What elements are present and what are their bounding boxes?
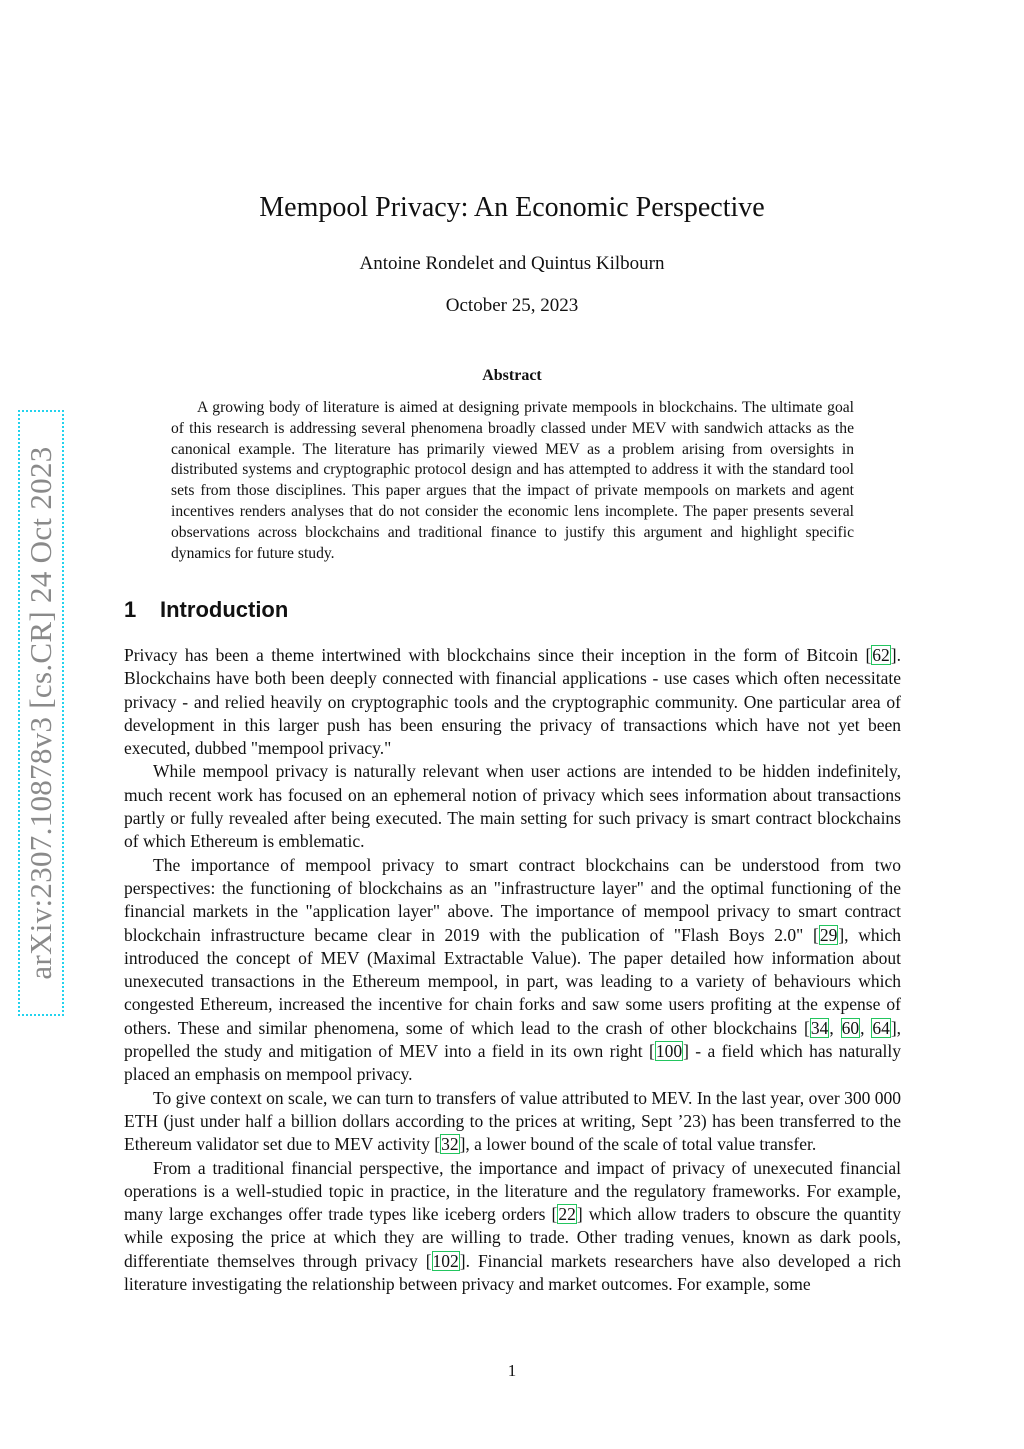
paper-authors: Antoine Rondelet and Quintus Kilbourn [359,253,665,274]
body-paragraph [124,1087,901,1157]
body-paragraph [124,644,901,760]
citation-link[interactable]: 34 [810,1017,829,1038]
page-number: 1 [507,1361,517,1380]
citation-link[interactable]: 100 [655,1041,683,1062]
citation-link[interactable]: 64 [872,1017,890,1038]
citation-link[interactable]: 22 [558,1204,576,1225]
paragraph-text: Privacy has been a theme intertwined with blockchains since their inception in the form of Bitcoin [ [124,645,872,665]
citation-link[interactable]: 32 [441,1134,459,1155]
paper-title: Mempool Privacy: An Economic Perspective [259,192,765,223]
paragraph-text: From a traditional financial perspective, the importance and impact of privacy of unexecuted financial operations is a well-studied topic in practice, in the literature and the regulatory frameworks. For example, many large exchanges offer trade types like iceberg orders [ [124,1157,901,1225]
section-heading [124,597,288,623]
abstract-heading: Abstract [482,367,542,384]
citation-link[interactable]: 102 [432,1250,459,1271]
paragraph-text: ], a lower bound of the scale of total value transfer. [459,1134,817,1155]
paragraph-text: ] which allow traders to obscure the quantity while exposing the price at which they are willing to trade. Other trading venues, known as dark pools, differentiate themselves through privacy [ [124,1204,901,1271]
citation-link[interactable]: 29 [819,924,838,945]
paragraph-text: ]. Blockchains have both been deeply connected with financial applications - use cases which often necessitate privacy - and relied heavily on cryptographic tools and the cryptographic community. One particular area of development in this larger push has been ensuring the privacy of transactions which have not yet been executed, dubbed "mempool privacy." [124,645,901,759]
arxiv-identifier-stamp[interactable] [18,410,64,1016]
section-number: 1 [124,597,137,622]
citation-link[interactable]: 62 [872,645,890,665]
paragraph-text: , [829,1017,841,1038]
citation-link[interactable]: 60 [841,1017,860,1038]
body-paragraph [124,760,901,853]
arxiv-identifier-text[interactable]: arXiv:2307.10878v3 [cs.CR] 24 Oct 2023 [23,446,58,980]
body-paragraph [124,1157,901,1297]
paragraph-text: ] - a field which has naturally placed an emphasis on mempool privacy. [124,1041,901,1085]
body-paragraph [124,854,901,1087]
paragraph-text: ]. Financial markets researchers have also developed a rich literature investigating the relationship between privacy and market outcomes. For example, some [124,1250,901,1295]
introduction-body [124,644,901,1296]
paragraph-text: While mempool privacy is naturally relevant when user actions are intended to be hidden indefinitely, much recent work has focused on an ephemeral notion of privacy which sees information about transactions partly or fully revealed after being executed. The main setting for such privacy is smart contract blockchains of which Ethereum is emblematic. [124,761,901,852]
paragraph-text: ], propelled the study and mitigation of MEV into a field in its own right [ [124,1017,902,1062]
paragraph-text: ], which introduced the concept of MEV (Maximal Extractable Value). The paper detailed how information about unexecuted transactions in the Ethereum mempool, in part, was leading to a variety of behaviours which congested Ethereum, increased the incentive for chain forks and saw some users profiting at the expense of others. These and similar phenomena, some of which lead to the crash of other blockchains [ [124,924,901,1038]
paragraph-text: , [860,1017,872,1038]
paragraph-text: The importance of mempool privacy to smart contract blockchains can be understood from two perspectives: the functioning of blockchains as an "infrastructure layer" and the optimal functioning of the financial markets in the "application layer" above. The importance of mempool privacy to smart contract blockchain infrastructure became clear in 2019 with the publication of "Flash Boys 2.0" [ [124,854,901,945]
abstract-text: A growing body of literature is aimed at designing private mempools in blockchains. The ultimate goal of this research is addressing several phenomena broadly classed under MEV with sandwich attacks as the canonical example. The literature has primarily viewed MEV as a problem arising from oversights in distributed systems and cryptographic protocol design and has attempted to address it with the standard tool sets from those disciplines. This paper argues that the impact of private mempools on markets and agent incentives renders analyses that do not consider the economic lens incomplete. The paper presents several observations across blockchains and traditional finance to justify this argument and highlight specific dynamics for future study. [171,399,854,562]
paper-date: October 25, 2023 [445,295,579,316]
paragraph-text: To give context on scale, we can turn to transfers of value attributed to MEV. In the last year, over 300 000 ETH (just under half a billion dollars according to the prices at writing, Sept ’23) has been transferred to the Ethereum validator set due to MEV activity [ [124,1087,901,1155]
section-title: Introduction [160,597,289,622]
